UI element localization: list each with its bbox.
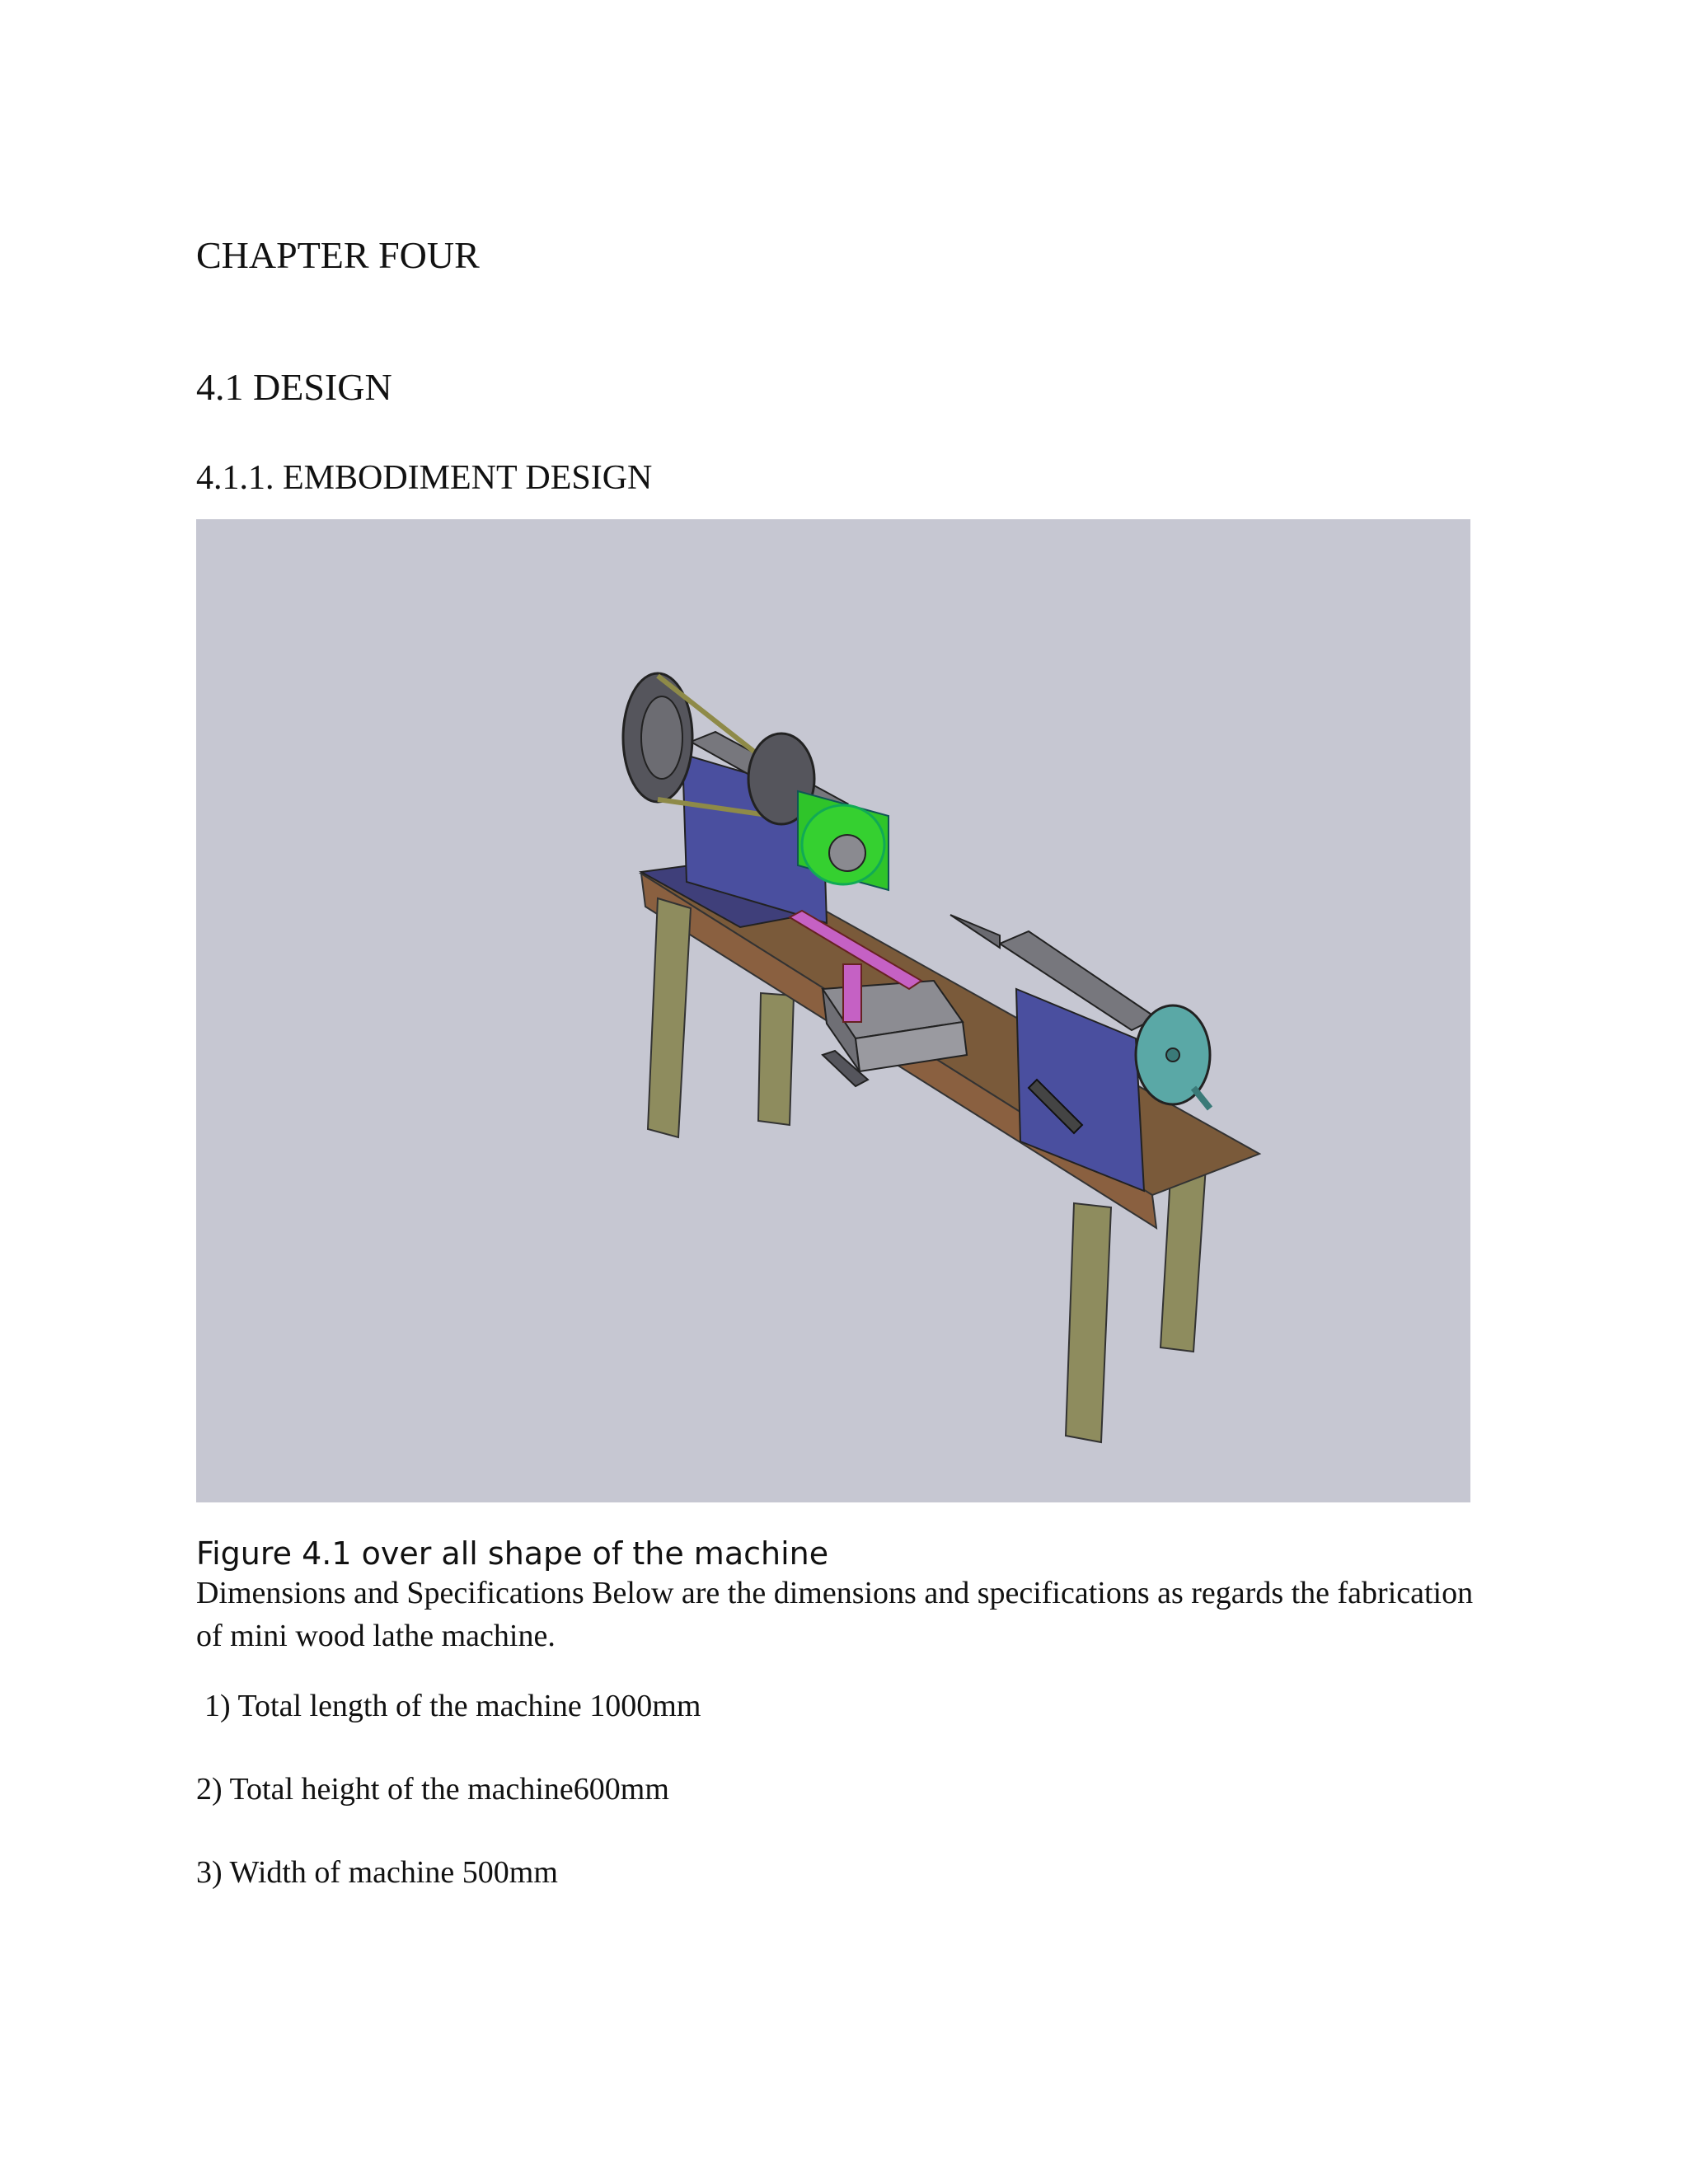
front-right-leg xyxy=(1066,1203,1111,1442)
tailstock-center xyxy=(950,915,1000,948)
spec-item: 1) Total length of the machine 1000mm xyxy=(204,1689,701,1723)
machine-figure xyxy=(196,519,1470,1502)
spindle-chuck xyxy=(829,835,865,871)
lathe-machine-illustration xyxy=(196,519,1470,1502)
spec-item: 3) Width of machine 500mm xyxy=(196,1855,558,1890)
chapter-heading: CHAPTER FOUR xyxy=(196,234,480,276)
tool-rest-post xyxy=(843,964,861,1022)
subsection-heading: 4.1.1. EMBODIMENT DESIGN xyxy=(196,459,653,497)
back-right-leg xyxy=(1160,1162,1206,1352)
spec-item: 2) Total height of the machine600mm xyxy=(196,1772,669,1807)
figure-caption: Figure 4.1 over all shape of the machine xyxy=(196,1535,829,1572)
back-left-leg xyxy=(758,993,794,1125)
front-left-leg xyxy=(648,898,691,1137)
dimensions-paragraph: Dimensions and Specifications Below are the dimensions and specifications as regards the fabrication of mini wood lathe machine. xyxy=(196,1576,1474,1653)
section-heading: 4.1 DESIGN xyxy=(196,366,392,408)
